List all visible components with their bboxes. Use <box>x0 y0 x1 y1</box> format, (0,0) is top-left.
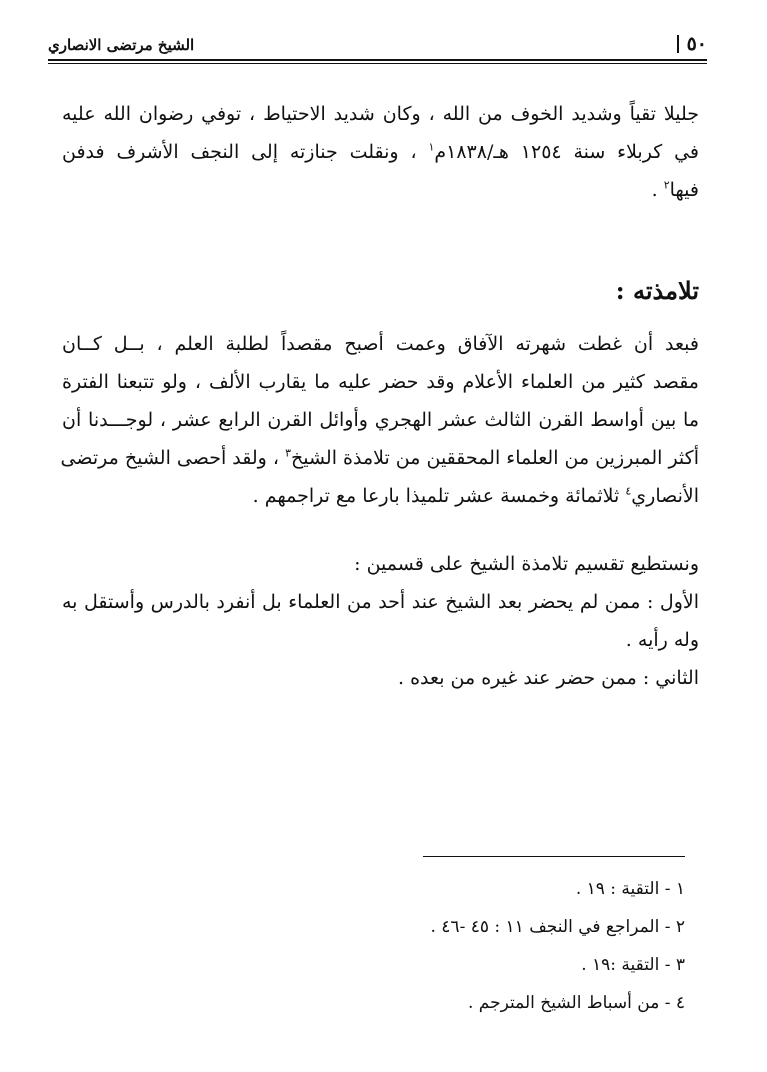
paragraph-line: ونستطيع تقسيم تلامذة الشيخ على قسمين : <box>354 553 699 575</box>
header-rule-thin <box>48 63 707 64</box>
section-heading: تلامذته : <box>615 276 699 305</box>
paragraph-line: مقصد كثير من العلماء الأعلام وقد حضر عليه ما يقارب الألف ، ولو تتبعنا الفترة <box>62 371 699 393</box>
page-number: ٥٠ <box>669 33 707 55</box>
running-header <box>48 33 707 55</box>
footnote-ref: ٣ <box>285 446 291 460</box>
paragraph-line: جليلا تقياً وشديد الخوف من الله ، وكان شديد الاحتياط ، توفي رضوان الله عليه <box>62 103 699 125</box>
footnote: ٢ - المراجع في النجف ١١ : ٤٥ -٤٦ . <box>430 917 685 937</box>
paragraph-line: أكثر المبرزين من العلماء المحققين من تلامذة الشيخ$^٣$ ، ولقد أحصى الشيخ مرتضى <box>60 446 699 469</box>
paragraph-line: في كربلاء سنة ١٢٥٤ هـ/١٨٣٨م$^١$ ، ونقلت جنازته إلى النجف الأشرف فدفن <box>62 140 700 163</box>
running-title: الشيخ مرتضى الانصاري <box>48 36 195 54</box>
paragraph-division <box>62 545 699 697</box>
footnote: ٣ - التقية :١٩ . <box>581 955 685 975</box>
paragraph-line: الأنصاري$^٤$ ثلاثمائة وخمسة عشر تلميذا بارعا مع تراجمهم . <box>252 484 699 507</box>
paragraph-line: الثاني : ممن حضر عند غيره من بعده . <box>398 667 699 689</box>
paragraph-line: الأول : ممن لم يحضر بعد الشيخ عند أحد من العلماء بل أنفرد بالدرس وأستقل به <box>62 591 699 613</box>
paragraph-students <box>62 325 699 515</box>
paragraph-line: فبعد أن غطت شهرته الآفاق وعمت أصبح مقصداً لطلبة العلم ، بــل كــان <box>62 333 699 355</box>
paragraph-line: فيها$^٢$ . <box>651 178 699 201</box>
paragraph-line: وله رأيه . <box>625 629 699 651</box>
header-rule-thick <box>48 59 707 61</box>
footnote-separator <box>423 856 685 857</box>
paragraph-death <box>62 95 699 209</box>
footnote: ٤ - من أسباط الشيخ المترجم . <box>468 993 685 1013</box>
footnote-ref: ١ <box>428 140 435 154</box>
footnote: ١ - التقية : ١٩ . <box>575 879 685 899</box>
footnote-ref: ٢ <box>663 178 670 192</box>
header-divider <box>677 35 679 53</box>
footnote-ref: ٤ <box>625 484 632 498</box>
paragraph-line: ما بين أواسط القرن الثالث عشر الهجري وأوائل القرن الرابع عشر ، لوجـــدنا أن <box>62 409 699 431</box>
footnotes <box>285 870 685 1022</box>
